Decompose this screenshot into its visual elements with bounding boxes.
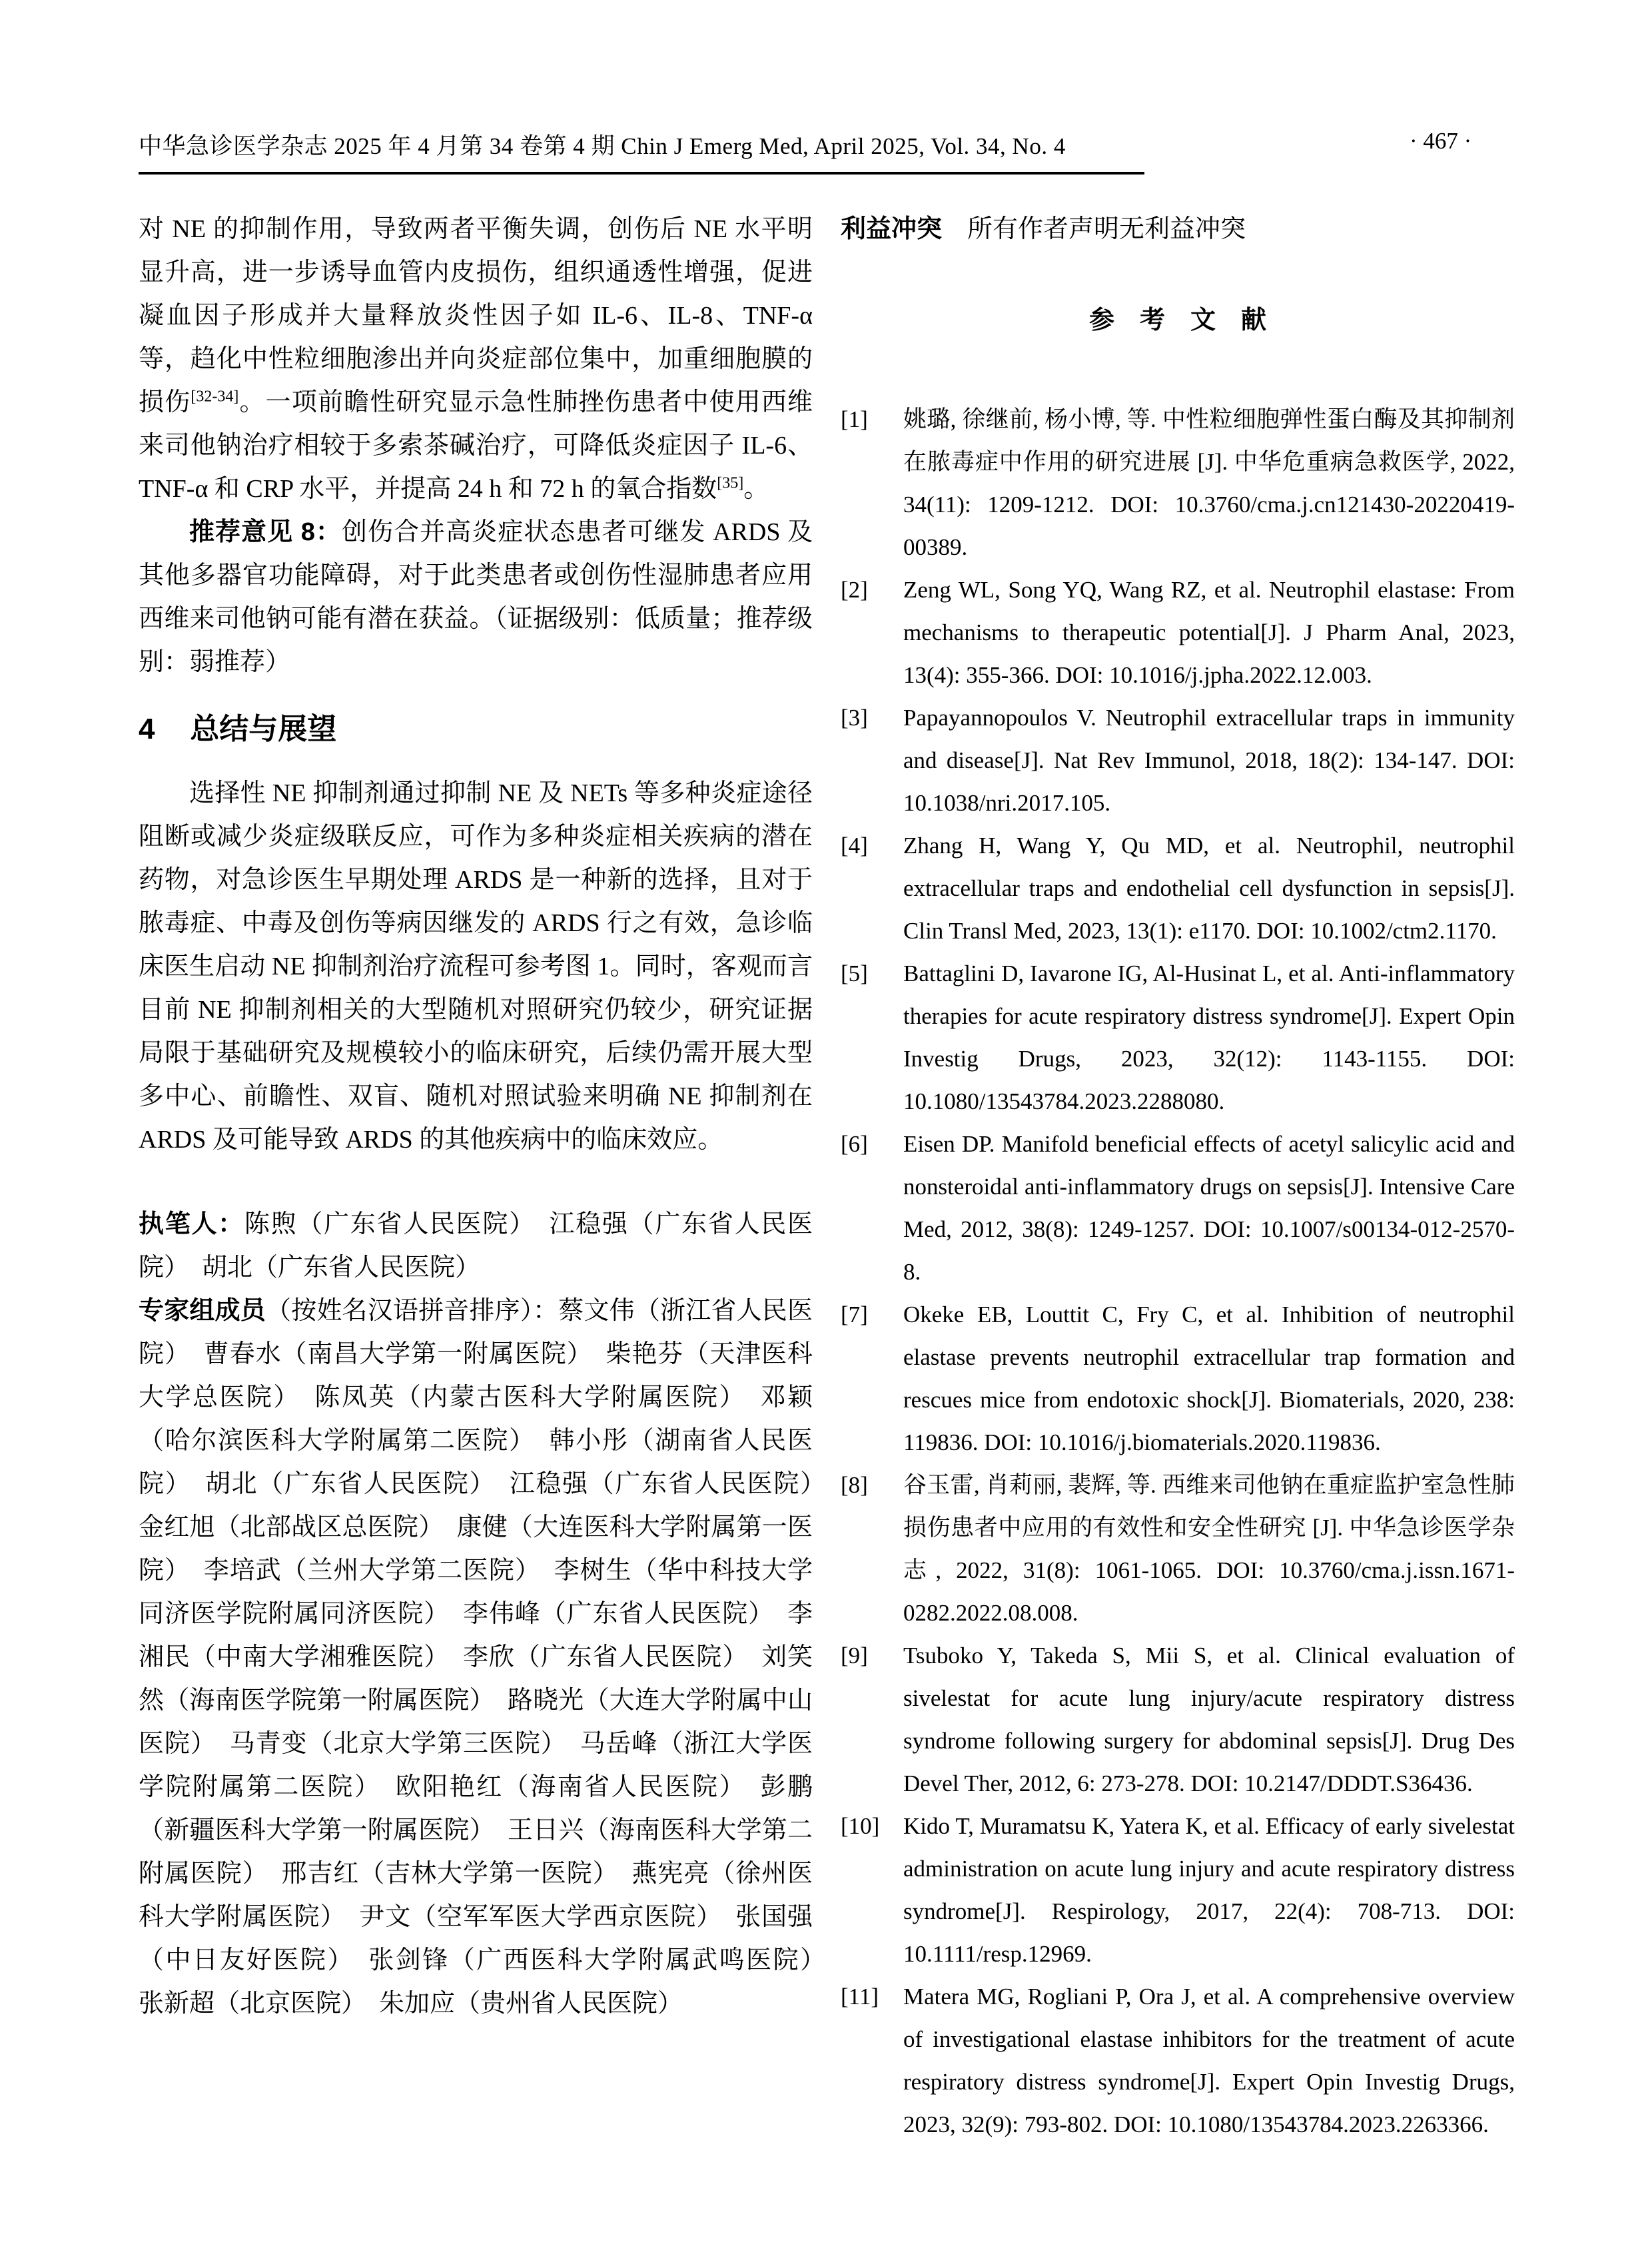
recommendation-paragraph <box>139 511 813 684</box>
reference-label: [1] <box>841 406 868 432</box>
paragraph-text: 对 NE 的抑制作用，导致两者平衡失调，创伤后 NE 水平明显升高，进一步诱导血管内皮损伤，组织通透性增强，促进凝血因子形成并大量释放炎性因子如 IL-6、IL-8、TNF-α 等，趋化中性粒细胞渗出并向炎症部位集中，加重细胞膜的损伤 <box>139 215 813 416</box>
left-column <box>139 208 839 2026</box>
reference-label: [11] <box>841 1984 879 2010</box>
reference-label: [6] <box>841 1131 868 1157</box>
reference-text: Papayannopoulos V. Neutrophil extracellular traps in immunity and disease[J]. Nat Rev Immunol, 2018, 18(2): 134-147. DOI: 10.1038/nri.2017.105. <box>903 705 1515 816</box>
reference-label: [5] <box>841 960 868 986</box>
reference-item <box>841 952 1515 1123</box>
experts-names: 蔡文伟（浙江省人民医院） 曹春水（南昌大学第一附属医院） 柴艳芬（天津医科大学总医院） 陈凤英（内蒙古医科大学附属医院） 邓颖（哈尔滨医科大学附属第二医院） 韩小彤（湖南省人民医院） 胡北（广东省人民医院） 江稳强（广东省人民医院） 金红旭（北部战区总医院） 康健（大连医科大学附属第一医院） 李培武（兰州大学第二医院） 李树生（华中科技大学同济医学院附属同济医院） 李伟峰（广东省人民医院） 李湘民（中南大学湘雅医院） 李欣（广东省人民医院） 刘笑然（海南医学院第一附属医院） 路晓光（大连大学附属中山医院） 马青变（北京大学第三医院） 马岳峰（浙江大学医学院附属第二医院） 欧阳艳红（海南省人民医院） 彭鹏（新疆医科大学第一附属医院） 王日兴（海南医科大学第二附属医院） 邢吉红（吉林大学第一医院） 燕宪亮（徐州医科大学附属医院） 尹文（空军军医大学西京医院） 张国强（中日友好医院） 张剑锋（广西医科大学附属武鸣医院） 张新超（北京医院） 朱加应（贵州省人民医院） <box>139 1297 839 2018</box>
reference-text: Matera MG, Rogliani P, Ora J, et al. A comprehensive overview of investigational elastase inhibitors for the treatment of acute respiratory distress syndrome[J]. Expert Opin Investig Drugs, 2023, 32(9): 793-802. DOI: 10.1080/13543784.2023.2263366. <box>903 1984 1515 2137</box>
experts-paragraph <box>139 1290 839 2026</box>
reference-label: [10] <box>841 1813 880 1839</box>
section-number: 4 <box>139 713 155 745</box>
recommendation-text: 创伤合并高炎症状态患者可继发 ARDS 及其他多器官功能障碍，对于此类患者或创伤性湿肺患者应用西维来司他钠可能有潜在获益。（证据级别：低质量；推荐级别：弱推荐） <box>139 518 813 676</box>
paragraph-text: 。 <box>743 475 769 503</box>
paragraph-text: 。一项前瞻性研究显示急性肺挫伤患者中使用西维来司他钠治疗相较于多索茶碱治疗，可降低炎症因子 IL-6、TNF-α 和 CRP 水平，并提高 24 h 和 72 h 的氧合指数 <box>139 388 813 503</box>
recommendation-label: 推荐意见 8： <box>189 518 342 546</box>
references-list <box>841 398 1515 2146</box>
reference-label: [8] <box>841 1472 868 1498</box>
journal-header-line: 中华急诊医学杂志 2025 年 4 月第 34 卷第 4 期 Chin J Emerg Med, April 2025, Vol. 34, No. 4 <box>139 128 1144 175</box>
reference-label: [2] <box>841 577 868 603</box>
reference-item <box>841 1294 1515 1464</box>
reference-item <box>841 1976 1515 2146</box>
experts-intro: （按姓名汉语拼音排序）： <box>265 1297 559 1325</box>
reference-text: Zhang H, Wang Y, Qu MD, et al. Neutrophil, neutrophil extracellular traps and endothelial cell dysfunction in sepsis[J]. Clin Transl Med, 2023, 13(1): e1170. DOI: 10.1002/ctm2.1170. <box>903 833 1515 944</box>
reference-label: [3] <box>841 705 868 731</box>
writers-label: 执笔人： <box>139 1210 244 1238</box>
experts-label: 专家组成员 <box>139 1297 266 1325</box>
citation-superscript: [35] <box>717 474 744 492</box>
summary-paragraph: 选择性 NE 抑制剂通过抑制 NE 及 NETs 等多种炎症途径阻断或减少炎症级联反应，可作为多种炎症相关疾病的潜在药物，对急诊医生早期处理 ARDS 是一种新的选择，且对于脓毒症、中毒及创伤等病因继发的 ARDS 行之有效，急诊临床医生启动 NE 抑制剂治疗流程可参考图 1。同时，客观而言目前 NE 抑制剂相关的大型随机对照研究仍较少，研究证据局限于基础研究及规模较小的临床研究，后续仍需开展大型多中心、前瞻性、双盲、随机对照试验来明确 NE 抑制剂在 ARDS 及可能导致 ARDS 的其他疾病中的临床效应。 <box>139 779 813 1154</box>
reference-text: Tsuboko Y, Takeda S, Mii S, et al. Clinical evaluation of sivelestat for acute lung injury/acute respiratory distress syndrome following surgery for abdominal sepsis[J]. Drug Des Devel Ther, 2012, 6: 273-278. DOI: 10.2147/DDDT.S36436. <box>903 1643 1515 1796</box>
reference-text: 谷玉雷, 肖莉丽, 裴辉, 等. 西维来司他钠在重症监护室急性肺损伤患者中应用的有效性和安全性研究 [J]. 中华急诊医学杂志, 2022, 31(8): 1061-1065. DOI: 10.3760/cma.j.issn.1671-0282.2022.08.008. <box>903 1472 1515 1626</box>
reference-item <box>841 569 1515 697</box>
reference-text: Eisen DP. Manifold beneficial effects of acetyl salicylic acid and nonsteroidal anti-inflammatory drugs on sepsis[J]. Intensive Care Med, 2012, 38(8): 1249-1257. DOI: 10.1007/s00134-012-2570-8. <box>903 1131 1515 1285</box>
reference-item <box>841 1635 1515 1805</box>
reference-item <box>841 697 1515 825</box>
reference-label: [9] <box>841 1643 868 1669</box>
citation-superscript: [32-34] <box>191 388 239 406</box>
reference-item <box>841 398 1515 569</box>
reference-text: 姚璐, 徐继前, 杨小博, 等. 中性粒细胞弹性蛋白酶及其抑制剂在脓毒症中作用的研究进展 [J]. 中华危重病急救医学, 2022, 34(11): 1209-1212. DOI: 10.3760/cma.j.cn121430-20220419-00389. <box>903 406 1515 560</box>
reference-text: Kido T, Muramatsu K, Yatera K, et al. Efficacy of early sivelestat administration on acute lung injury and acute respiratory distress syndrome[J]. Respirology, 2017, 22(4): 708-713. DOI: 10.1111/resp.12969. <box>903 1813 1515 1967</box>
reference-text: Zeng WL, Song YQ, Wang RZ, et al. Neutrophil elastase: From mechanisms to therapeutic potential[J]. J Pharm Anal, 2023, 13(4): 355-366. DOI: 10.1016/j.jpha.2022.12.003. <box>903 577 1515 688</box>
reference-item <box>841 1464 1515 1635</box>
writers-paragraph <box>139 1203 813 1290</box>
section-title: 总结与展望 <box>190 713 337 745</box>
reference-text: Battaglini D, Iavarone IG, Al-Husinat L, et al. Anti-inflammatory therapies for acute respiratory distress syndrome[J]. Expert Opin Investig Drugs, 2023, 32(12): 1143-1155. DOI: 10.1080/13543784.2023.2288080. <box>903 960 1515 1114</box>
reference-label: [7] <box>841 1302 868 1327</box>
page-number: · 467 · <box>1410 128 1472 154</box>
writers-names: 陈煦（广东省人民医院） 江稳强（广东省人民医院） 胡北（广东省人民医院） <box>139 1210 813 1282</box>
conflict-of-interest-line <box>841 208 1515 251</box>
page-header <box>139 128 1513 181</box>
references-title: 参 考 文 献 <box>1088 306 1266 334</box>
reference-item <box>841 1123 1515 1294</box>
reference-item <box>841 825 1515 952</box>
section-heading <box>139 711 813 748</box>
right-column <box>841 208 1515 2146</box>
conflict-of-interest-label: 利益冲突 <box>841 215 943 243</box>
reference-text: Okeke EB, Louttit C, Fry C, et al. Inhibition of neutrophil elastase prevents neutrophil extracellular trap formation and rescues mice from endotoxic shock[J]. Biomaterials, 2020, 238: 119836. DOI: 10.1016/j.biomaterials.2020.119836. <box>903 1302 1515 1455</box>
reference-item <box>841 1805 1515 1976</box>
reference-label: [4] <box>841 833 868 859</box>
body-paragraph-continuation <box>139 208 813 511</box>
conflict-of-interest-text: 所有作者声明无利益冲突 <box>967 215 1246 243</box>
